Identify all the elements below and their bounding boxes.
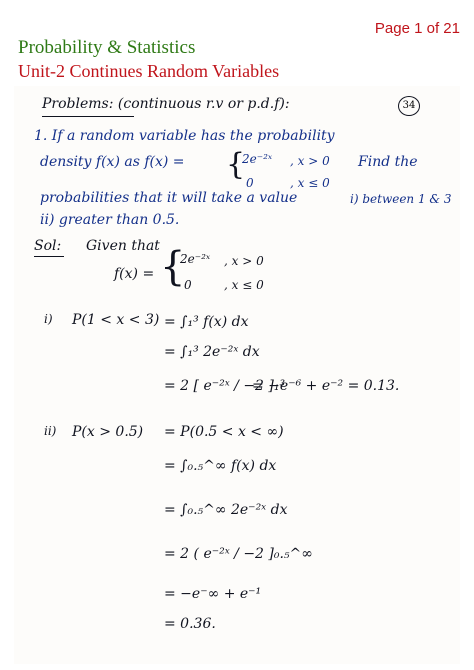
solution-fx: f(x) = [114,266,155,282]
problem-line-2: density f(x) as f(x) = [40,154,185,170]
solution-case1-expr: 2e⁻²ˣ [180,252,211,266]
part2-step0: = P(0.5 < x < ∞) [164,424,284,440]
heading-underline [42,114,134,117]
part2-step3: = 2 ( e⁻²ˣ / −2 ]₀.₅^∞ [164,546,313,562]
part2-label: ii) [44,424,57,438]
problem-brace: { [226,147,246,182]
problem-find: Find the [358,154,418,170]
solution-case1-cond: , x > 0 [224,254,264,268]
problem-part-i: i) between 1 & 3 [350,192,452,206]
part2-step4: = −e⁻∞ + e⁻¹ [164,586,262,602]
problem-line-4: ii) greater than 0.5. [40,212,180,228]
solution-label: Sol: [34,238,62,254]
problem-case1-cond: , x > 0 [290,154,330,168]
part1-lhs: P(1 < x < 3) [72,312,160,328]
course-title: Probability & Statistics [18,37,196,58]
solution-case2-cond: , x ≤ 0 [224,278,264,292]
part2-step1: = ∫₀.₅^∞ f(x) dx [164,458,277,474]
solution-case2-expr: 0 [184,278,192,292]
problem-line-1: 1. If a random variable has the probability [34,128,335,144]
part1-label: i) [44,312,53,326]
handwritten-notes-page [14,86,460,664]
part2-result: = 0.36. [164,616,216,632]
part1-step3: = 2 [ e⁻²ˣ / −2 ]₁³ [164,378,286,394]
notes-page-number: 34 [398,96,420,116]
part2-lhs: P(x > 0.5) [72,424,144,440]
solution-given: Given that [86,238,160,254]
part1-result: = −e⁻⁶ + e⁻² = 0.13. [252,378,400,394]
problem-case2-expr: 0 [246,176,254,190]
problems-heading: Problems: (continuous r.v or p.d.f): [42,96,290,112]
unit-title: Unit-2 Continues Random Variables [18,61,280,81]
problem-line-3: probabilities that it will take a value [40,190,298,206]
part1-step1: = ∫₁³ f(x) dx [164,314,249,330]
page-number-label: Page 1 of 21 [374,20,460,37]
solution-underline [34,256,64,257]
problem-case2-cond: , x ≤ 0 [290,176,330,190]
part1-step2: = ∫₁³ 2e⁻²ˣ dx [164,344,260,360]
part2-step2: = ∫₀.₅^∞ 2e⁻²ˣ dx [164,502,288,518]
solution-brace: { [160,244,186,290]
problem-case1-expr: 2e⁻²ˣ [242,152,273,166]
